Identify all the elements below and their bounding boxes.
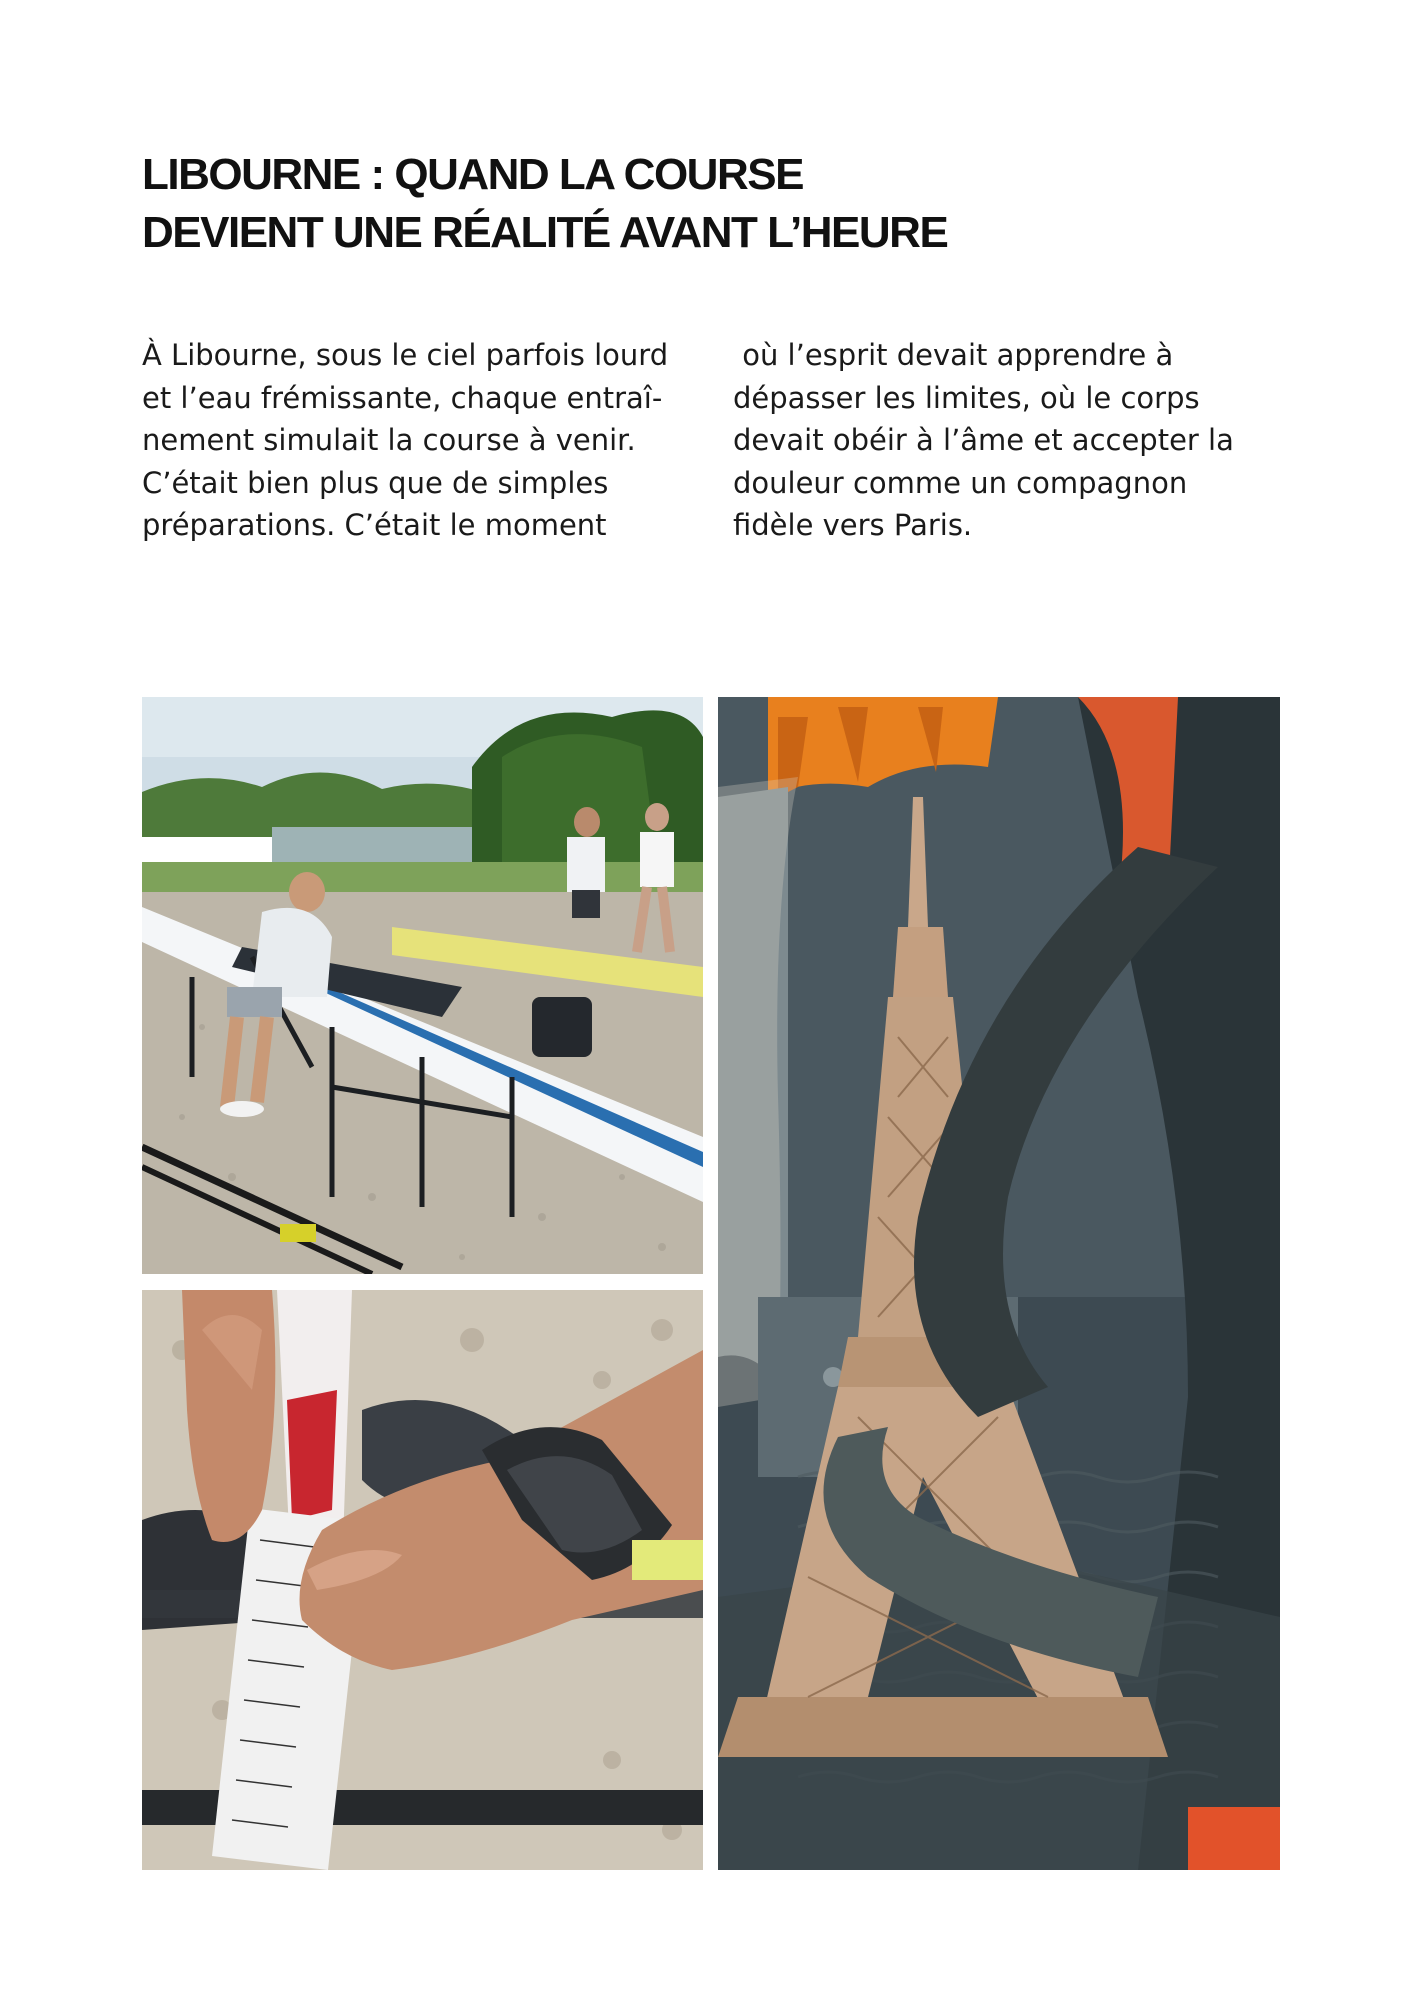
body-line: devait obéir à l’âme et accepter la xyxy=(733,423,1234,457)
photo-hands-ruler xyxy=(142,1290,703,1870)
body-line: fidèle vers Paris. xyxy=(733,508,973,542)
article-title xyxy=(142,146,1142,262)
body-line: douleur comme un compagnon xyxy=(733,465,1188,500)
body-line: C’était bien plus que de simples xyxy=(142,465,609,500)
body-text-left-column xyxy=(142,334,712,547)
photo-rowers-lake xyxy=(142,697,703,1274)
body-line: À Libourne, sous le ciel parfois lourd xyxy=(142,338,669,372)
body-text-right-column xyxy=(733,334,1303,547)
body-line: nement simulait la course à venir. xyxy=(142,423,636,457)
title-line: DEVIENT UNE RÉALITÉ AVANT L’HEURE xyxy=(142,208,948,257)
body-line: et l’eau frémissante, chaque entraî- xyxy=(142,380,663,415)
photo-eiffel-tower-model xyxy=(718,697,1280,1870)
title-line: LIBOURNE : QUAND LA COURSE xyxy=(142,150,803,199)
body-line: dépasser les limites, où le corps xyxy=(733,380,1200,415)
body-line: où l’esprit devait apprendre à xyxy=(733,338,1174,372)
body-line: préparations. C’était le moment xyxy=(142,508,607,542)
